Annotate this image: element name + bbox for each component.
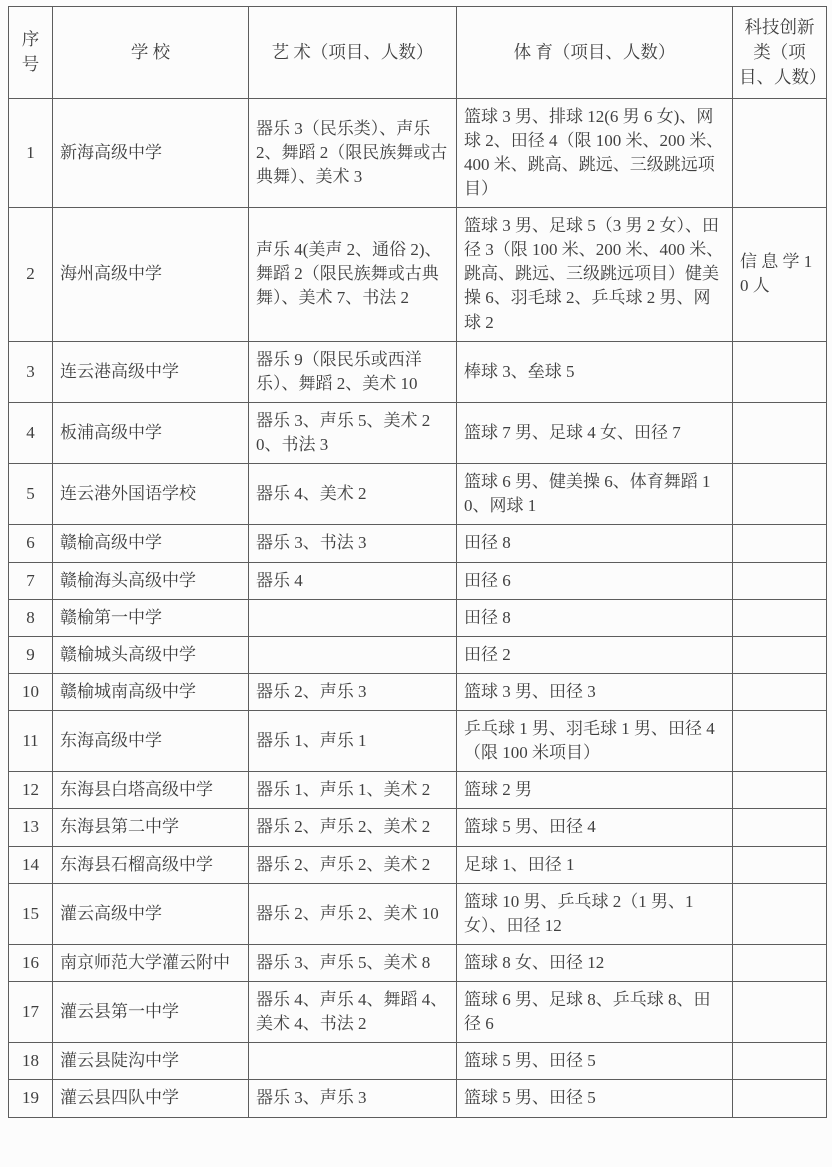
school-cell: 东海高级中学 <box>53 711 249 772</box>
table-row <box>9 846 827 883</box>
art-cell: 器乐 1、声乐 1、美术 2 <box>249 772 457 809</box>
school-cell: 灌云县第一中学 <box>53 982 249 1043</box>
table-row <box>9 599 827 636</box>
school-cell: 东海县石榴高级中学 <box>53 846 249 883</box>
table-row <box>9 341 827 402</box>
school-cell: 灌云县四队中学 <box>53 1080 249 1117</box>
table-row <box>9 464 827 525</box>
table-row <box>9 772 827 809</box>
header-sports: 体 育（项目、人数） <box>457 7 733 99</box>
art-cell: 器乐 3、声乐 5、美术 8 <box>249 944 457 981</box>
serial-cell: 3 <box>9 341 53 402</box>
school-cell: 东海县白塔高级中学 <box>53 772 249 809</box>
sports-cell: 篮球 7 男、足球 4 女、田径 7 <box>457 402 733 463</box>
sports-cell: 篮球 5 男、田径 4 <box>457 809 733 846</box>
art-cell: 器乐 2、声乐 2、美术 10 <box>249 883 457 944</box>
tech-cell <box>733 636 827 673</box>
serial-cell: 16 <box>9 944 53 981</box>
table-row <box>9 402 827 463</box>
table-row <box>9 208 827 342</box>
sports-cell: 乒乓球 1 男、羽毛球 1 男、田径 4（限 100 米项目） <box>457 711 733 772</box>
tech-cell <box>733 883 827 944</box>
serial-cell: 9 <box>9 636 53 673</box>
serial-cell: 6 <box>9 525 53 562</box>
tech-cell <box>733 982 827 1043</box>
sports-cell: 田径 8 <box>457 599 733 636</box>
serial-cell: 1 <box>9 98 53 208</box>
tech-cell <box>733 98 827 208</box>
table-row <box>9 944 827 981</box>
art-cell: 器乐 3（民乐类）、声乐 2、舞蹈 2（限民族舞或古典舞）、美术 3 <box>249 98 457 208</box>
table-body <box>9 98 827 1117</box>
school-cell: 赣榆高级中学 <box>53 525 249 562</box>
art-cell: 器乐 1、声乐 1 <box>249 711 457 772</box>
serial-cell: 2 <box>9 208 53 342</box>
art-cell: 器乐 2、声乐 2、美术 2 <box>249 846 457 883</box>
school-cell: 东海县第二中学 <box>53 809 249 846</box>
tech-cell <box>733 562 827 599</box>
tech-cell: 信 息 学 10 人 <box>733 208 827 342</box>
sports-cell: 篮球 3 男、田径 3 <box>457 673 733 710</box>
art-cell: 器乐 3、书法 3 <box>249 525 457 562</box>
header-row <box>9 7 827 99</box>
sports-cell: 篮球 8 女、田径 12 <box>457 944 733 981</box>
sports-cell: 篮球 5 男、田径 5 <box>457 1043 733 1080</box>
tech-cell <box>733 673 827 710</box>
school-cell: 赣榆海头高级中学 <box>53 562 249 599</box>
serial-cell: 19 <box>9 1080 53 1117</box>
table-row <box>9 525 827 562</box>
art-cell: 器乐 9（限民乐或西洋乐）、舞蹈 2、美术 10 <box>249 341 457 402</box>
school-cell: 新海高级中学 <box>53 98 249 208</box>
sports-cell: 篮球 2 男 <box>457 772 733 809</box>
header-tech: 科技创新类（项目、人数） <box>733 7 827 99</box>
serial-cell: 18 <box>9 1043 53 1080</box>
sports-cell: 足球 1、田径 1 <box>457 846 733 883</box>
school-cell: 南京师范大学灌云附中 <box>53 944 249 981</box>
header-serial: 序号 <box>9 7 53 99</box>
serial-cell: 15 <box>9 883 53 944</box>
serial-cell: 14 <box>9 846 53 883</box>
serial-cell: 4 <box>9 402 53 463</box>
serial-cell: 8 <box>9 599 53 636</box>
serial-cell: 10 <box>9 673 53 710</box>
table-row <box>9 673 827 710</box>
tech-cell <box>733 525 827 562</box>
tech-cell <box>733 711 827 772</box>
art-cell: 器乐 4、美术 2 <box>249 464 457 525</box>
sports-cell: 篮球 3 男、足球 5（3 男 2 女）、田径 3（限 100 米、200 米、400 米、跳高、跳远、三级跳远项目）健美操 6、羽毛球 2、乒乓球 2 男、网球 2 <box>457 208 733 342</box>
table-row <box>9 809 827 846</box>
art-cell: 器乐 3、声乐 5、美术 20、书法 3 <box>249 402 457 463</box>
table-row <box>9 883 827 944</box>
table-row <box>9 1080 827 1117</box>
art-cell: 器乐 2、声乐 2、美术 2 <box>249 809 457 846</box>
tech-cell <box>733 772 827 809</box>
sports-cell: 棒球 3、垒球 5 <box>457 341 733 402</box>
art-cell: 器乐 2、声乐 3 <box>249 673 457 710</box>
tech-cell <box>733 1043 827 1080</box>
sports-cell: 篮球 5 男、田径 5 <box>457 1080 733 1117</box>
table-row <box>9 636 827 673</box>
sports-cell: 田径 6 <box>457 562 733 599</box>
sports-cell: 篮球 6 男、足球 8、乒乓球 8、田径 6 <box>457 982 733 1043</box>
sports-cell: 篮球 6 男、健美操 6、体育舞蹈 10、网球 1 <box>457 464 733 525</box>
tech-cell <box>733 599 827 636</box>
school-cell: 赣榆城南高级中学 <box>53 673 249 710</box>
header-school: 学 校 <box>53 7 249 99</box>
header-art: 艺 术（项目、人数） <box>249 7 457 99</box>
art-cell <box>249 1043 457 1080</box>
school-cell: 赣榆第一中学 <box>53 599 249 636</box>
art-cell: 器乐 3、声乐 3 <box>249 1080 457 1117</box>
serial-cell: 12 <box>9 772 53 809</box>
table-row <box>9 98 827 208</box>
serial-cell: 17 <box>9 982 53 1043</box>
school-cell: 连云港高级中学 <box>53 341 249 402</box>
table-header <box>9 7 827 99</box>
serial-cell: 7 <box>9 562 53 599</box>
table-row <box>9 1043 827 1080</box>
school-cell: 赣榆城头高级中学 <box>53 636 249 673</box>
sports-cell: 田径 2 <box>457 636 733 673</box>
school-cell: 海州高级中学 <box>53 208 249 342</box>
art-cell <box>249 636 457 673</box>
serial-cell: 13 <box>9 809 53 846</box>
art-cell: 器乐 4、声乐 4、舞蹈 4、美术 4、书法 2 <box>249 982 457 1043</box>
school-cell: 板浦高级中学 <box>53 402 249 463</box>
tech-cell <box>733 1080 827 1117</box>
school-cell: 灌云高级中学 <box>53 883 249 944</box>
sports-cell: 田径 8 <box>457 525 733 562</box>
table-row <box>9 982 827 1043</box>
tech-cell <box>733 944 827 981</box>
tech-cell <box>733 809 827 846</box>
tech-cell <box>733 464 827 525</box>
art-cell: 声乐 4(美声 2、通俗 2)、舞蹈 2（限民族舞或古典舞）、美术 7、书法 2 <box>249 208 457 342</box>
serial-cell: 5 <box>9 464 53 525</box>
school-quota-table <box>8 6 827 1118</box>
serial-cell: 11 <box>9 711 53 772</box>
sports-cell: 篮球 3 男、排球 12(6 男 6 女)、网球 2、田径 4（限 100 米、200 米、400 米、跳高、跳远、三级跳远项目） <box>457 98 733 208</box>
art-cell <box>249 599 457 636</box>
sports-cell: 篮球 10 男、乒乓球 2（1 男、1 女）、田径 12 <box>457 883 733 944</box>
school-cell: 连云港外国语学校 <box>53 464 249 525</box>
tech-cell <box>733 341 827 402</box>
table-row <box>9 562 827 599</box>
tech-cell <box>733 402 827 463</box>
school-cell: 灌云县陡沟中学 <box>53 1043 249 1080</box>
tech-cell <box>733 846 827 883</box>
art-cell: 器乐 4 <box>249 562 457 599</box>
table-row <box>9 711 827 772</box>
